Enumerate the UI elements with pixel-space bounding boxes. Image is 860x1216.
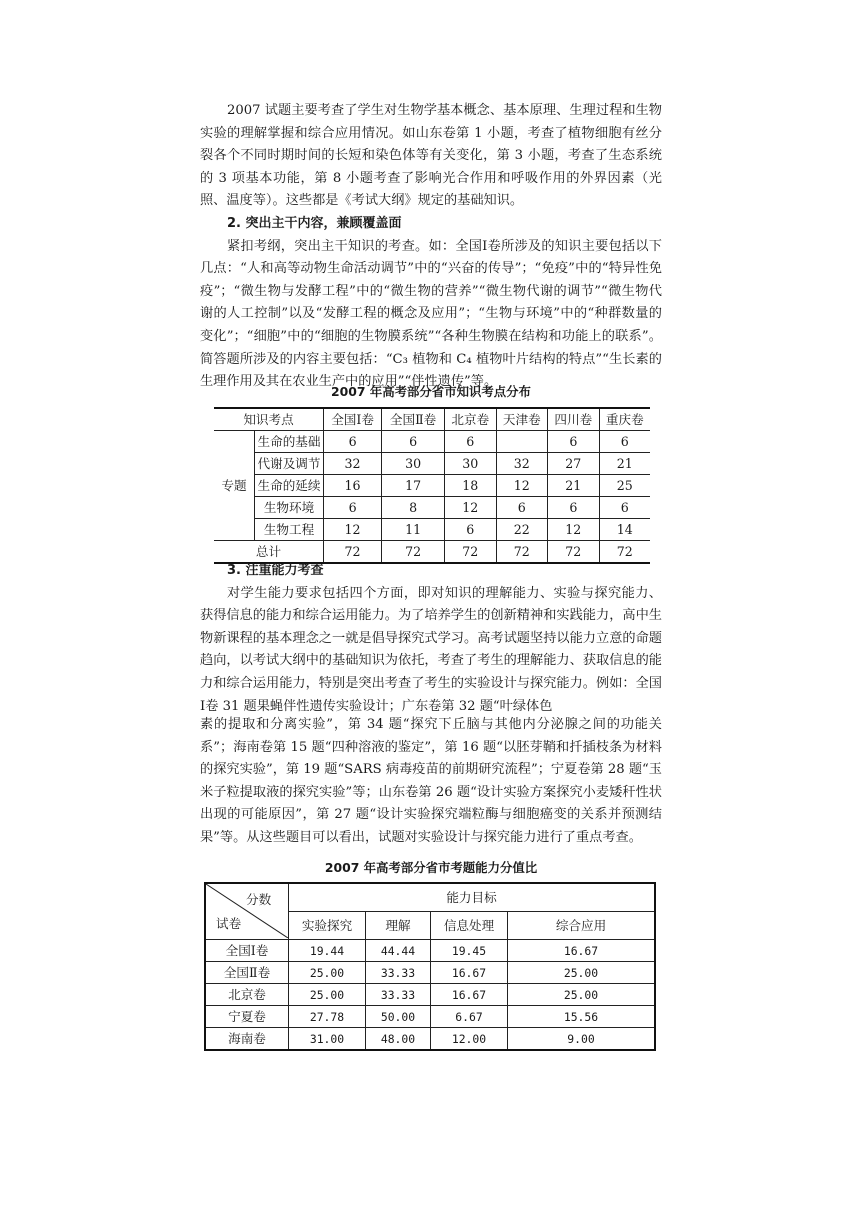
table-cell: 6 [445, 431, 497, 453]
row-label-cell: 北京卷 [205, 984, 289, 1006]
row-label-cell: 全国Ⅱ卷 [205, 962, 289, 984]
table-cell: 8 [382, 497, 445, 519]
table-cell: 72 [496, 541, 548, 564]
section-heading-3: 3. 注重能力考查 [227, 563, 324, 578]
table-cell: 16.67 [431, 962, 508, 984]
table-cell: 12 [496, 475, 548, 497]
table2-caption-wrap [200, 859, 662, 877]
table-cell: 11 [382, 519, 445, 541]
table-header-cell: 全国Ⅱ卷 [382, 408, 445, 431]
table-cell: 32 [324, 453, 382, 475]
table-cell: 17 [382, 475, 445, 497]
table-cell: 14 [599, 519, 650, 541]
paragraph-section-3a: 对学生能力要求包括四个方面，即对知识的理解能力、实验与探究能力、获得信息的能力和综合运用能力。为了培养学生的创新精神和实践能力，高中生物新课程的基本理念之一就是倡导探究式学习。高考试题坚持以能力立意的命题趋向，以考试大纲中的基础知识为依托，考查了考生的理解能力、获取信息的能力和综合运用能力，特别是突出考查了考生的实验设计与探究能力。例如：全国Ⅰ卷 31 题果蝇伴性遗传实验设计；广东卷第 32 题“叶绿体色 [200, 585, 662, 714]
table-cell: 30 [382, 453, 445, 475]
table-header-cell: 知识考点 [214, 408, 324, 431]
table-cell: 6 [599, 431, 650, 453]
row-label-cell: 海南卷 [205, 1028, 289, 1051]
table-cell: 16.67 [431, 984, 508, 1006]
table-cell: 31.00 [289, 1028, 366, 1051]
table-cell: 32 [496, 453, 548, 475]
table-cell: 12 [324, 519, 382, 541]
paragraph-section-2: 紧扣考纲，突出主干知识的考查。如：全国Ⅰ卷所涉及的知识主要包括以下几点：“人和高等动物生命活动调节”中的“兴奋的传导”；“免疫”中的“特异性免疫”；“微生物与发酵工程”中的“微生物的营养”“微生物代谢的调节”“微生物代谢的人工控制”以及“发酵工程的概念及应用”；“生物与环境”中的“种群数量的变化”；“细胞”中的“细胞的生物膜系统”“各种生物膜在结构和功能上的联系”。简答题所涉及的内容主要包括：“C₃ 植物和 C₄ 植物叶片结构的特点”“生长素的生理作用及其在农业生产中的应用”“伴性遗传”等。 [200, 238, 662, 390]
table-cell: 6 [548, 431, 600, 453]
table-cell: 25.00 [508, 962, 656, 984]
table-cell: 6 [324, 497, 382, 519]
table-cell: 72 [382, 541, 445, 564]
table-header-cell: 信息处理 [431, 912, 508, 940]
article-body [200, 100, 662, 394]
table-header-cell: 重庆卷 [599, 408, 650, 431]
table-cell: 12.00 [431, 1028, 508, 1051]
table-cell: 72 [445, 541, 497, 564]
group-header-cell: 能力目标 [289, 883, 656, 912]
knowledge-points-table [214, 407, 650, 564]
table-cell: 18 [445, 475, 497, 497]
table-header-cell: 实验探究 [289, 912, 366, 940]
table-cell: 48.00 [366, 1028, 431, 1051]
table-row [214, 475, 650, 497]
table-cell: 6 [324, 431, 382, 453]
table-cell: 21 [548, 475, 600, 497]
table-row [214, 519, 650, 541]
table-cell: 30 [445, 453, 497, 475]
table-cell: 25.00 [289, 984, 366, 1006]
table-cell: 27.78 [289, 1006, 366, 1028]
table-header-row [205, 883, 655, 912]
table-row [214, 497, 650, 519]
table-cell: 16 [324, 475, 382, 497]
table-cell: 22 [496, 519, 548, 541]
table-cell: 19.44 [289, 940, 366, 962]
table-row [205, 1028, 655, 1051]
table-cell: 6 [496, 497, 548, 519]
table-cell: 21 [599, 453, 650, 475]
table-cell: 16.67 [508, 940, 656, 962]
table-cell: 6 [599, 497, 650, 519]
table-cell: 72 [599, 541, 650, 564]
corner-bottom-label: 试卷 [216, 916, 242, 931]
group-label-cell: 专题 [214, 431, 255, 541]
table-cell: 25.00 [508, 984, 656, 1006]
table1-caption: 2007 年高考部分省市知识考点分布 [331, 384, 531, 399]
section-3-continued [200, 714, 662, 850]
table-cell: 19.45 [431, 940, 508, 962]
table-header-cell: 综合应用 [508, 912, 656, 940]
row-label-cell: 全国Ⅰ卷 [205, 940, 289, 962]
table-cell: 44.44 [366, 940, 431, 962]
paragraph-intro: 2007 试题主要考查了学生对生物学基本概念、基本原理、生理过程和生物实验的理解掌握和综合应用情况。如山东卷第 1 小题，考查了植物细胞有丝分裂各个不同时期时间的长短和染色体等有关变化，第 3 小题，考查了生态系统的 3 项基本功能，第 8 小题考查了影响光合作用和呼吸作用的外界因素（光照、温度等）。这些都是《考试大纲》规定的基础知识。 [200, 103, 662, 209]
table2-caption: 2007 年高考部分省市考题能力分值比 [324, 860, 538, 875]
table-cell: 6.67 [431, 1006, 508, 1028]
table-cell: 33.33 [366, 984, 431, 1006]
table-cell: 25.00 [289, 962, 366, 984]
table-cell: 6 [445, 519, 497, 541]
table-header-cell: 北京卷 [445, 408, 497, 431]
ability-score-table [204, 882, 656, 1051]
table-cell: 9.00 [508, 1028, 656, 1051]
table-header-cell: 天津卷 [496, 408, 548, 431]
row-label-cell: 生物环境 [255, 497, 324, 519]
corner-top-label: 分数 [246, 892, 272, 907]
table-cell: 50.00 [366, 1006, 431, 1028]
table-header-cell: 四川卷 [548, 408, 600, 431]
table-cell: 6 [548, 497, 600, 519]
paragraph-section-3b: 素的提取和分离实验”，第 34 题“探究下丘脑与其他内分泌腺之间的功能关系”；海南卷第 15 题“四种溶液的鉴定”，第 16 题“以胚芽鞘和扦插枝条为材料的探究实验”，第 19 题“SARS 病毒疫苗的前期研究流程”；宁夏卷第 28 题“玉米子粒提取液的探究实验”等；山东卷第 26 题“设计实验方案探究小麦矮秆性状出现的可能原因”，第 27 题“设计实验探究端粒酶与细胞癌变的关系并预测结果”等。从这些题目可以看出，试题对实验设计与探究能力进行了重点考查。 [200, 717, 662, 845]
table-row [214, 431, 650, 453]
table-cell: 33.33 [366, 962, 431, 984]
table-cell: 27 [548, 453, 600, 475]
row-label-cell: 宁夏卷 [205, 1006, 289, 1028]
table-header-row [214, 408, 650, 431]
table-cell: 72 [324, 541, 382, 564]
table-cell [496, 431, 548, 453]
table-cell: 72 [548, 541, 600, 564]
row-label-cell: 代谢及调节 [255, 453, 324, 475]
table-header-cell: 理解 [366, 912, 431, 940]
row-label-cell: 生命的延续 [255, 475, 324, 497]
table-cell: 12 [548, 519, 600, 541]
table-row [205, 984, 655, 1006]
row-label-cell: 生物工程 [255, 519, 324, 541]
total-label-cell: 总计 [214, 541, 324, 564]
table-cell: 25 [599, 475, 650, 497]
section-heading-2: 2. 突出主干内容，兼顾覆盖面 [227, 215, 402, 231]
table-row [205, 962, 655, 984]
table-header-cell: 全国Ⅰ卷 [324, 408, 382, 431]
table-cell: 15.56 [508, 1006, 656, 1028]
section-3-block [200, 560, 662, 718]
table-cell: 6 [382, 431, 445, 453]
diagonal-header-cell [205, 883, 289, 940]
table-row [205, 1006, 655, 1028]
table1-caption-wrap [200, 383, 662, 401]
table-row [205, 940, 655, 962]
row-label-cell: 生命的基础 [255, 431, 324, 453]
table-row [214, 453, 650, 475]
table-cell: 12 [445, 497, 497, 519]
